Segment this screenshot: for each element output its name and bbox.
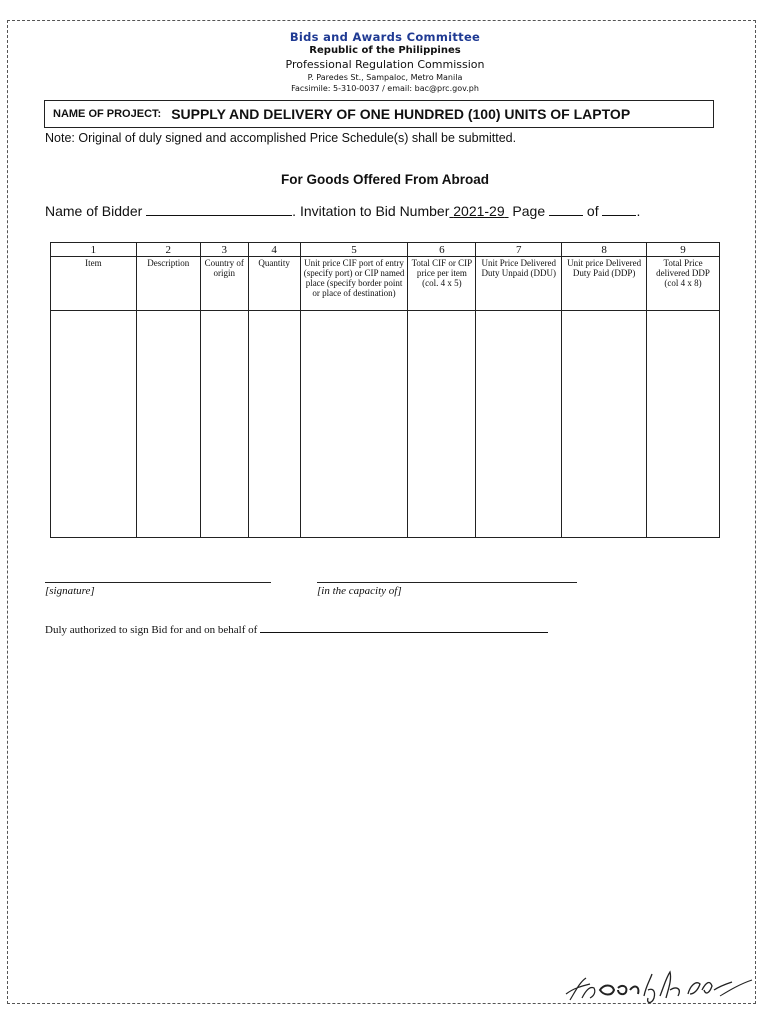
- invitation-label: . Invitation to Bid Number: [292, 203, 450, 219]
- end-punct: .: [636, 203, 641, 219]
- col-header-total-ddp: Total Price delivered DDP (col 4 x 8): [647, 257, 720, 311]
- table-row: [51, 311, 720, 538]
- col-header-total-cif: Total CIF or CIP price per item (col. 4 x 5): [408, 257, 476, 311]
- col-number: 2: [136, 243, 200, 257]
- authorized-line: [45, 623, 548, 636]
- of-label: of: [586, 203, 599, 219]
- submission-note: Note: Original of duly signed and accomplished Price Schedule(s) shall be submitted.: [45, 131, 517, 145]
- cell-total-cif[interactable]: [408, 311, 476, 538]
- address-line: P. Paredes St., Sampaloc, Metro Manila: [307, 73, 463, 82]
- cell-total-ddp[interactable]: [647, 311, 720, 538]
- committee-name: Bids and Awards Committee: [289, 30, 481, 44]
- cell-item[interactable]: [51, 311, 137, 538]
- project-name-box: [44, 100, 714, 128]
- bidder-name-label: Name of Bidder: [45, 203, 143, 219]
- republic-line: Republic of the Philippines: [309, 45, 461, 56]
- col-header-country: Country of origin: [200, 257, 248, 311]
- signature-line[interactable]: [45, 582, 271, 583]
- price-schedule-table: [50, 242, 720, 538]
- col-number: 4: [248, 243, 300, 257]
- col-header-ddp: Unit price Delivered Duty Paid (DDP): [562, 257, 647, 311]
- column-header-row: [51, 257, 720, 311]
- col-number: 7: [476, 243, 562, 257]
- cell-country[interactable]: [200, 311, 248, 538]
- cell-quantity[interactable]: [248, 311, 300, 538]
- page-label: Page: [512, 203, 546, 219]
- cell-unit-price-cif[interactable]: [300, 311, 408, 538]
- authorized-label: Duly authorized to sign Bid for and on behalf of: [45, 624, 258, 636]
- col-header-description: Description: [136, 257, 200, 311]
- handwritten-initials: [560, 960, 755, 1008]
- signature-label: [signature]: [45, 585, 95, 597]
- cell-ddu[interactable]: [476, 311, 562, 538]
- bidder-name-field[interactable]: [146, 202, 292, 216]
- col-number: 9: [647, 243, 720, 257]
- col-number: 6: [408, 243, 476, 257]
- col-header-unit-price-cif: Unit price CIF port of entry (specify port) or CIP named place (specify border point or place of destination): [300, 257, 408, 311]
- cell-ddp[interactable]: [562, 311, 647, 538]
- invitation-number: 2021-29: [453, 203, 505, 219]
- authorized-entity-field[interactable]: [260, 623, 548, 633]
- capacity-label: [in the capacity of]: [317, 585, 402, 597]
- col-header-quantity: Quantity: [248, 257, 300, 311]
- col-number: 1: [51, 243, 137, 257]
- col-number: 8: [562, 243, 647, 257]
- contact-line: Facsimile: 5-310-0037 / email: bac@prc.gov.ph: [291, 84, 479, 93]
- project-value: SUPPLY AND DELIVERY OF ONE HUNDRED (100) UNITS OF LAPTOP: [171, 106, 631, 122]
- column-number-row: [51, 243, 720, 257]
- capacity-line[interactable]: [317, 582, 577, 583]
- page-number-field[interactable]: [549, 202, 583, 216]
- col-header-item: Item: [51, 257, 137, 311]
- commission-name: Professional Regulation Commission: [285, 58, 485, 71]
- bidder-line: [45, 202, 640, 219]
- col-number: 5: [300, 243, 408, 257]
- project-label: NAME OF PROJECT:: [53, 108, 162, 120]
- page-total-field[interactable]: [602, 202, 636, 216]
- col-header-ddu: Unit Price Delivered Duty Unpaid (DDU): [476, 257, 562, 311]
- cell-description[interactable]: [136, 311, 200, 538]
- section-title: For Goods Offered From Abroad: [280, 172, 489, 187]
- col-number: 3: [200, 243, 248, 257]
